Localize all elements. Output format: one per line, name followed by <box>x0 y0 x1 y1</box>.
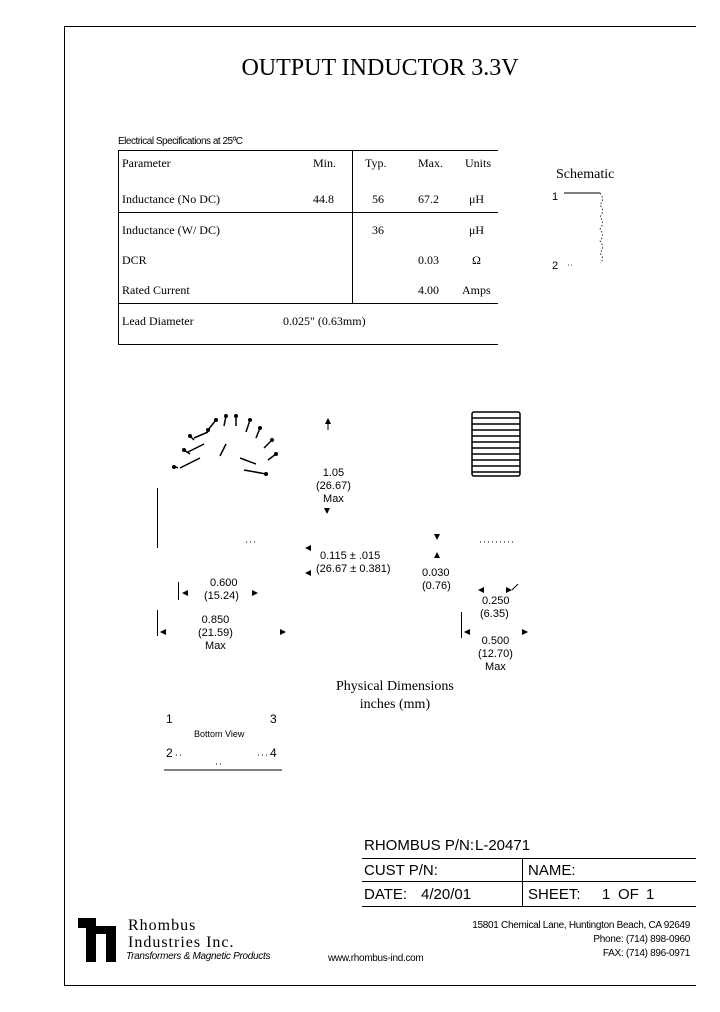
dim-width-600 <box>204 577 239 603</box>
phone-value: (714) 898-0960 <box>625 934 690 945</box>
company-phone <box>593 934 690 945</box>
bottom-view-pin-1: 1 <box>166 712 173 726</box>
table-header-units: Units <box>465 156 492 170</box>
table-header-typ: Typ. <box>365 156 387 170</box>
table-header-max: Max. <box>418 156 443 170</box>
title-block-divider <box>522 859 523 906</box>
bottom-view-drawing <box>164 740 284 772</box>
date-value: 4/20/01 <box>421 886 472 903</box>
dim-spacing-in: 0.115 ± .015 <box>320 550 381 562</box>
specs-caption: Electrical Specifications at 25ºC <box>118 136 243 147</box>
dim-width-250-in: 0.250 <box>482 595 510 607</box>
dim-lead-length-in: 0.030 <box>422 567 450 579</box>
fax-value: (714) 896-0971 <box>625 948 690 959</box>
fax-label: FAX: <box>602 948 624 959</box>
dim-width-850 <box>198 614 233 653</box>
physical-dimensions-caption <box>336 678 454 714</box>
schematic-pin-2: 2 <box>552 260 559 272</box>
lead-diameter-value: 0.025" (0.63mm) <box>283 314 366 328</box>
company-tagline: Transformers & Magnetic Products <box>126 951 271 962</box>
table-row-min: 44.8 <box>313 192 334 206</box>
dim-spacing-mm: (26.67 ± 0.381) <box>316 563 391 575</box>
bottom-view-pin-2: 2 <box>166 746 173 760</box>
company-address: 15801 Chemical Lane, Huntington Beach, CA 92649 <box>472 920 690 931</box>
phone-label: Phone: <box>593 934 624 945</box>
table-row-max: 67.2 <box>418 192 439 206</box>
date-label: DATE: <box>364 886 408 903</box>
table-header-min: Min. <box>313 156 337 170</box>
dim-width-500-mm: (12.70) <box>478 648 513 660</box>
dim-lead-length <box>422 567 451 593</box>
title-block-line-1 <box>362 858 696 859</box>
company-name-line-2: Industries Inc. <box>128 934 235 951</box>
dim-width-850-max: Max <box>205 640 226 652</box>
rhombus-pn-value: L-20471 <box>475 837 531 854</box>
dim-width-250 <box>480 595 510 621</box>
page-title: OUTPUT INDUCTOR 3.3V <box>241 55 519 81</box>
table-row-typ: 36 <box>372 223 384 237</box>
dim-width-850-mm: (21.59) <box>198 627 233 639</box>
company-website[interactable]: www.rhombus-ind.com <box>328 953 424 964</box>
dim-height-max: Max <box>323 493 344 505</box>
dim-width-500-in: 0.500 <box>481 635 510 647</box>
table-row-param: Inductance (W/ DC) <box>122 223 220 237</box>
sheet-number: 1 <box>602 886 611 903</box>
dim-width-500 <box>478 635 513 674</box>
bottom-view-pin-4: 4 <box>270 746 277 760</box>
table-row-param: DCR <box>122 253 147 267</box>
table-row-max: 4.00 <box>418 283 439 297</box>
company-name-line-1: Rhombus <box>128 917 197 934</box>
dim-height <box>316 467 351 506</box>
dim-lead-length-mm: (0.76) <box>422 580 451 592</box>
dim-width-600-in: 0.600 <box>210 577 238 589</box>
dim-width-500-max: Max <box>485 661 506 673</box>
sheet-of: OF <box>618 886 639 903</box>
schematic-title: Schematic <box>556 167 615 182</box>
lead-diameter-label: Lead Diameter <box>122 314 194 328</box>
dim-width-600-mm: (15.24) <box>204 590 239 602</box>
title-block-line-3 <box>362 906 696 907</box>
rhombus-pn-label: RHOMBUS P/N: <box>364 837 475 854</box>
sheet-total: 1 <box>646 886 655 903</box>
dim-height-mm: (26.67) <box>316 480 351 492</box>
sheet-label: SHEET: <box>528 886 581 903</box>
dim-width-850-in: 0.850 <box>201 614 230 626</box>
name-label: NAME: <box>528 862 576 879</box>
schematic-pin-1: 1 <box>552 191 559 203</box>
caption-line-1: Physical Dimensions <box>336 679 454 694</box>
rhombus-logo <box>78 918 124 964</box>
bottom-view-label: Bottom View <box>194 729 245 739</box>
dim-height-in: 1.05 <box>322 467 345 479</box>
company-fax <box>603 948 690 959</box>
table-row-unit: μH <box>469 192 485 206</box>
dim-spacing <box>316 550 391 576</box>
table-row-param: Inductance (No DC) <box>122 192 220 206</box>
table-row-max: 0.03 <box>418 253 439 267</box>
table-row-unit: Ω <box>472 253 481 267</box>
caption-line-2: inches (mm) <box>359 697 431 712</box>
table-row-unit: Amps <box>462 283 491 297</box>
dim-width-250-mm: (6.35) <box>480 608 509 620</box>
table-row-unit: μH <box>469 223 485 237</box>
bottom-view-pin-3: 3 <box>270 712 277 726</box>
table-row-typ: 56 <box>372 192 384 206</box>
table-header-param: Parameter <box>122 156 171 170</box>
cust-pn-label: CUST P/N: <box>364 862 438 879</box>
table-row-param: Rated Current <box>122 283 190 297</box>
title-block-line-2 <box>362 881 696 882</box>
